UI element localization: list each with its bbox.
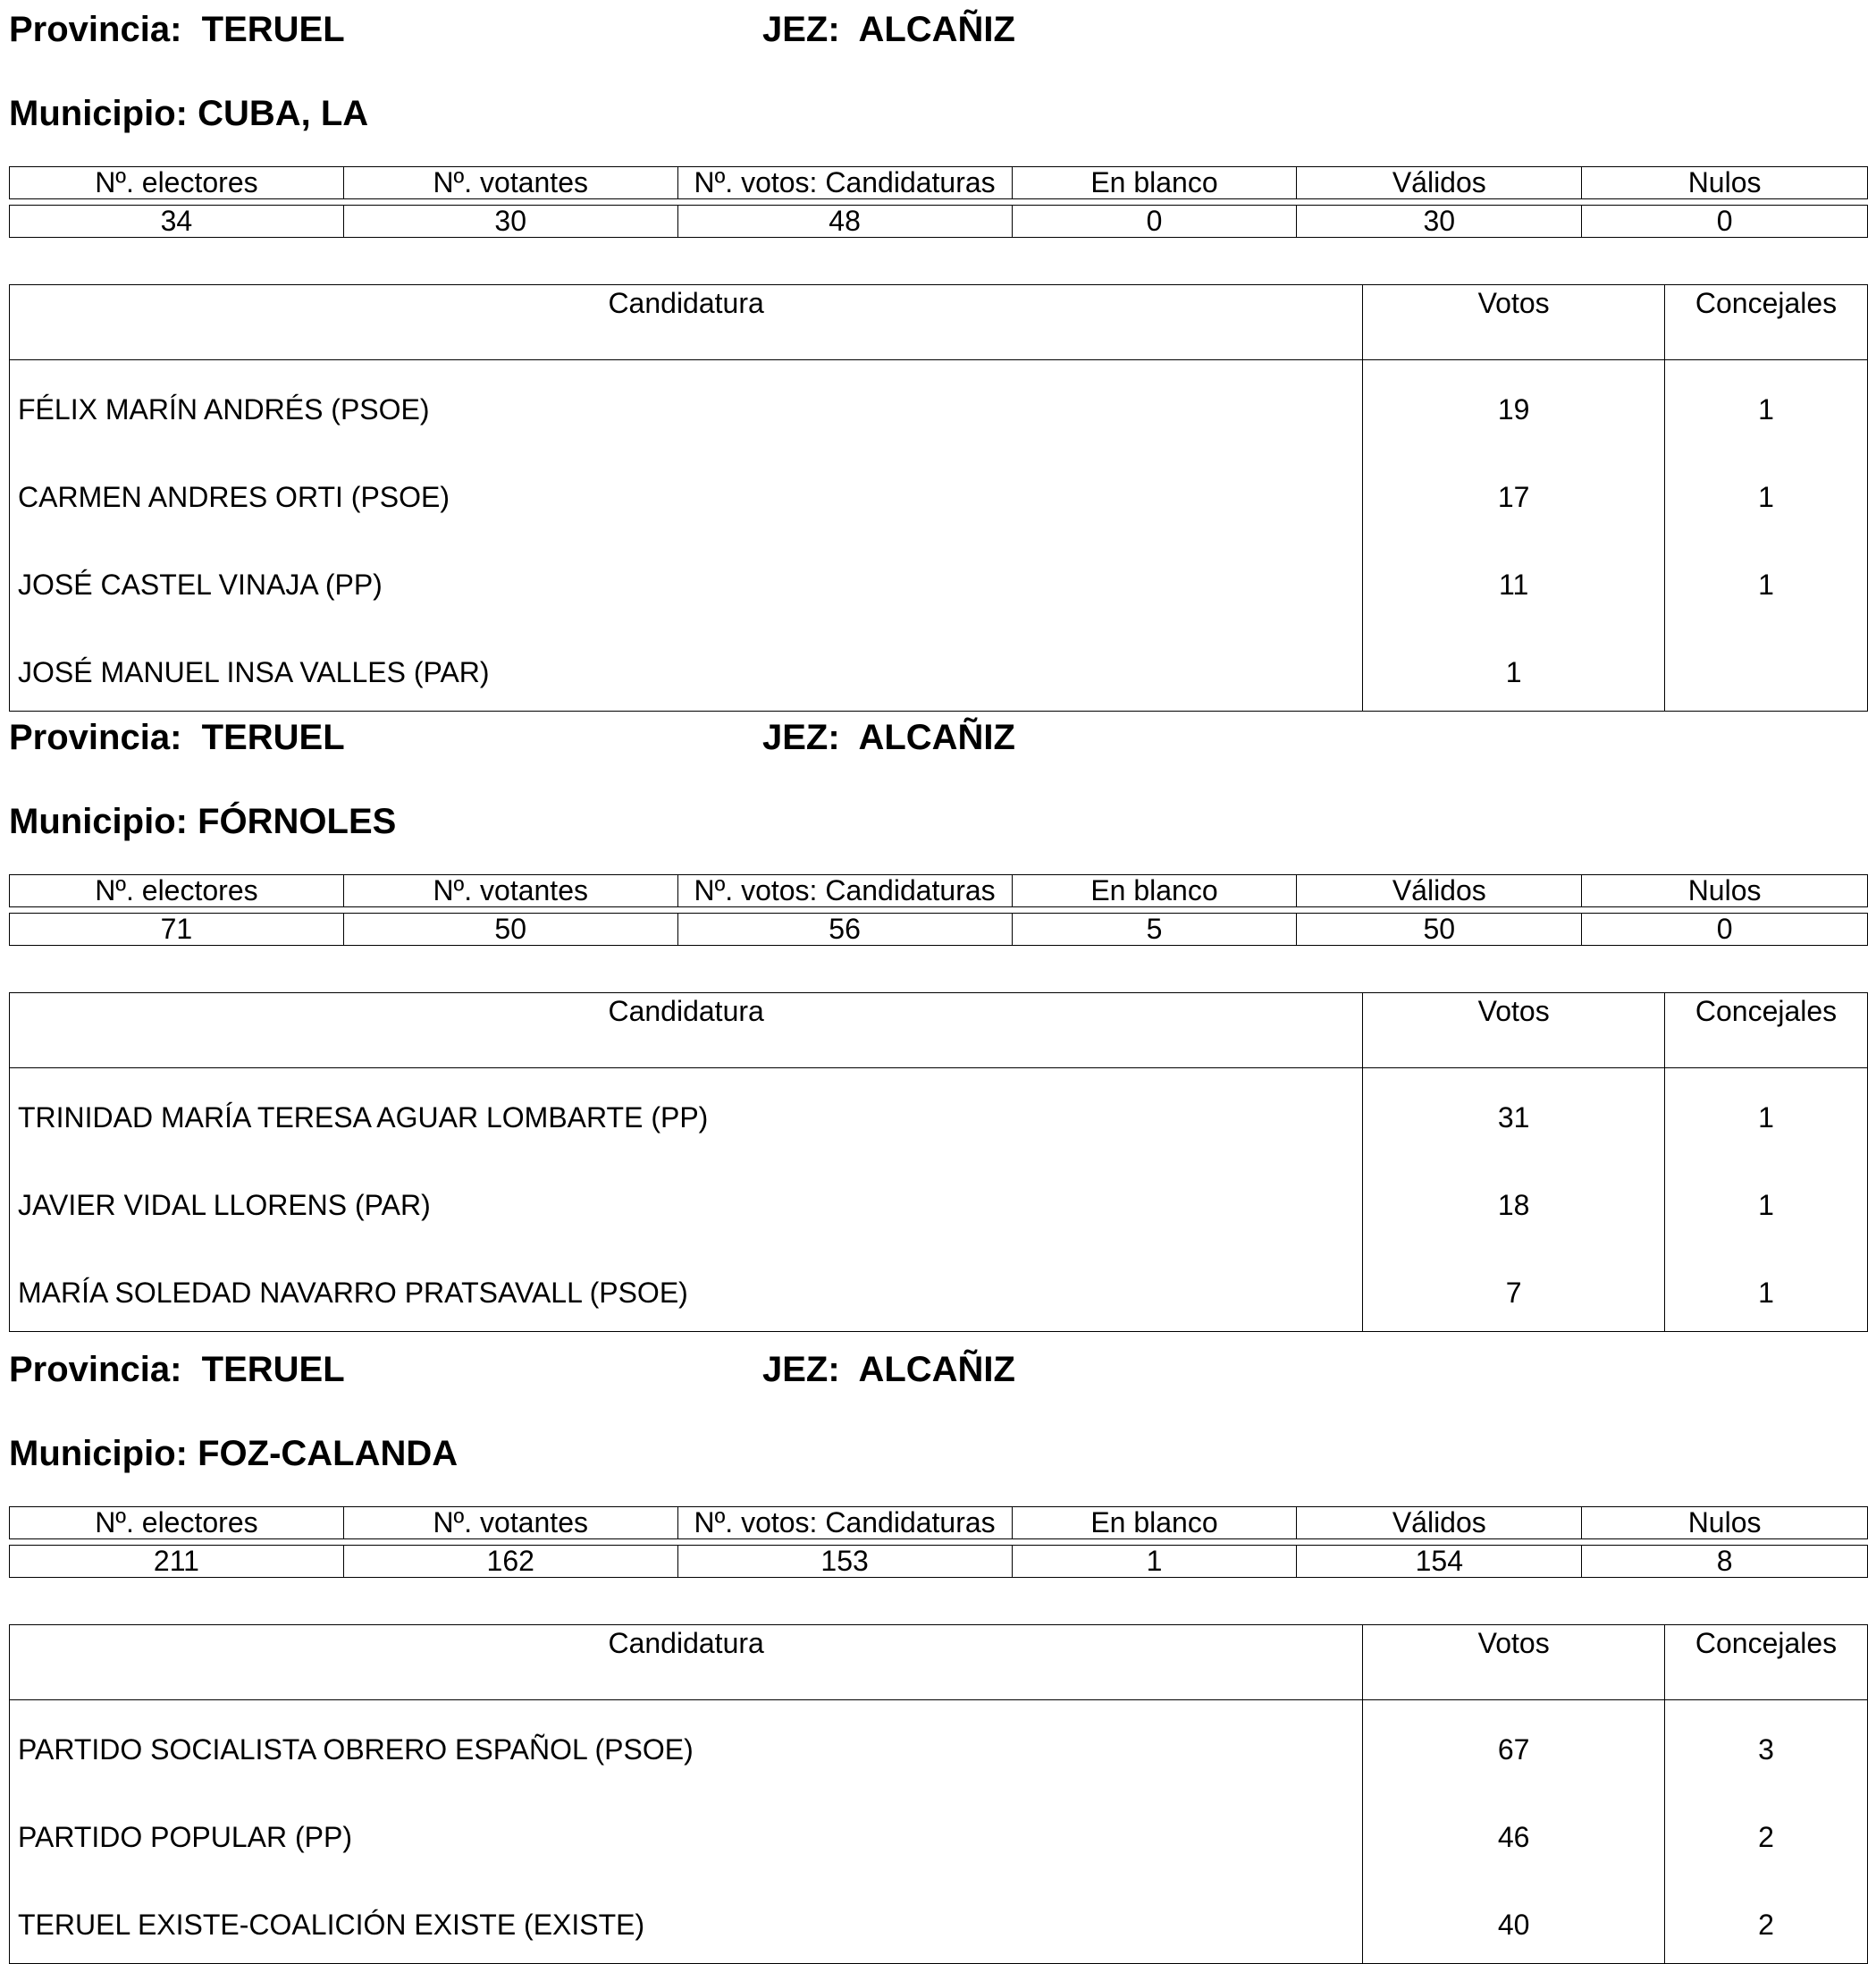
candidate-name: TRINIDAD MARÍA TERESA AGUAR LOMBARTE (PP) [10,1068,1363,1157]
stats-value-row [10,914,1868,946]
jez-value: ALCAÑIZ [858,718,1015,757]
stats-header-cell: Nº. electores [10,1507,344,1539]
provincia-label: Provincia: [9,718,182,757]
candidates-header-cell: Concejales [1665,993,1868,1068]
stats-header-cell: En blanco [1012,1507,1297,1539]
provincia-line [9,715,1015,760]
candidate-concejales [1665,623,1868,712]
stats-header-cell: Nulos [1582,875,1868,907]
candidate-votos: 7 [1363,1243,1665,1332]
jez-label: JEZ: [762,1350,840,1389]
candidate-concejales: 1 [1665,448,1868,535]
candidates-header-row [10,993,1868,1068]
stats-value-cell: 1 [1012,1546,1297,1578]
candidates-header-cell: Concejales [1665,1625,1868,1700]
stats-header-cell: Nº. votantes [343,1507,677,1539]
provincia-value: TERUEL [201,718,345,757]
stats-header-cell: Nº. votantes [343,875,677,907]
municipio-line [9,799,396,844]
stats-table [9,166,1868,238]
candidate-row [10,1700,1868,1789]
stats-value-cell: 162 [343,1546,677,1578]
provincia-label: Provincia: [9,1350,182,1389]
provincia-value: TERUEL [201,1350,345,1389]
candidates-table [9,284,1868,712]
stats-value-cell: 0 [1012,206,1297,238]
candidate-row [10,360,1868,449]
candidate-concejales: 3 [1665,1700,1868,1789]
candidate-votos: 19 [1363,360,1665,449]
stats-header-cell: Válidos [1297,875,1582,907]
candidate-votos: 46 [1363,1788,1665,1875]
candidate-row [10,1243,1868,1332]
candidates-header-cell: Concejales [1665,285,1868,360]
stats-value-cell: 34 [10,206,344,238]
stats-value-cell: 56 [677,914,1012,946]
candidate-concejales: 2 [1665,1875,1868,1964]
candidate-votos: 17 [1363,448,1665,535]
jez-line [762,715,1015,760]
stats-value-cell: 50 [1297,914,1582,946]
municipio-value: FÓRNOLES [198,802,397,841]
stats-header-cell: Válidos [1297,167,1582,199]
stats-value-cell: 0 [1582,914,1868,946]
candidate-name: PARTIDO SOCIALISTA OBRERO ESPAÑOL (PSOE) [10,1700,1363,1789]
candidate-name: JOSÉ MANUEL INSA VALLES (PAR) [10,623,1363,712]
stats-header-cell: Válidos [1297,1507,1582,1539]
stats-value-cell: 154 [1297,1546,1582,1578]
municipio-line [9,1431,458,1476]
stats-value-cell: 8 [1582,1546,1868,1578]
stats-header-cell: Nulos [1582,167,1868,199]
jez-line [762,7,1015,52]
provincia-label: Provincia: [9,10,182,49]
candidate-concejales: 1 [1665,1068,1868,1157]
stats-header-cell: Nº. votos: Candidaturas [677,1507,1012,1539]
stats-header-cell: En blanco [1012,167,1297,199]
candidate-row [10,1875,1868,1964]
jez-label: JEZ: [762,10,840,49]
candidates-header-cell: Candidatura [10,1625,1363,1700]
candidates-header-cell: Votos [1363,993,1665,1068]
candidate-name: JAVIER VIDAL LLORENS (PAR) [10,1156,1363,1243]
candidates-header-row [10,285,1868,360]
stats-value-cell: 48 [677,206,1012,238]
candidate-votos: 31 [1363,1068,1665,1157]
candidate-name: MARÍA SOLEDAD NAVARRO PRATSAVALL (PSOE) [10,1243,1363,1332]
stats-header-row [10,1507,1868,1539]
candidate-name: PARTIDO POPULAR (PP) [10,1788,1363,1875]
candidates-table [9,992,1868,1332]
stats-header-cell: Nulos [1582,1507,1868,1539]
stats-value-row [10,206,1868,238]
stats-value-cell: 211 [10,1546,344,1578]
candidates-table [9,1624,1868,1964]
candidate-votos: 67 [1363,1700,1665,1789]
municipio-line [9,91,368,136]
municipio-label: Municipio: [9,802,188,841]
candidate-name: FÉLIX MARÍN ANDRÉS (PSOE) [10,360,1363,449]
stats-header-cell: Nº. votos: Candidaturas [677,875,1012,907]
candidate-row [10,448,1868,535]
stats-header-cell: En blanco [1012,875,1297,907]
stats-header-row [10,167,1868,199]
candidate-name: TERUEL EXISTE-COALICIÓN EXISTE (EXISTE) [10,1875,1363,1964]
municipio-label: Municipio: [9,94,188,133]
stats-value-cell: 30 [343,206,677,238]
candidate-concejales: 1 [1665,1243,1868,1332]
stats-value-cell: 50 [343,914,677,946]
candidate-votos: 11 [1363,535,1665,623]
stats-value-cell: 71 [10,914,344,946]
candidate-row [10,623,1868,712]
candidates-header-cell: Candidatura [10,993,1363,1068]
candidate-votos: 1 [1363,623,1665,712]
jez-value: ALCAÑIZ [858,1350,1015,1389]
candidate-concejales: 1 [1665,535,1868,623]
candidate-concejales: 1 [1665,360,1868,449]
municipio-value: FOZ-CALANDA [198,1434,458,1473]
candidate-row [10,535,1868,623]
jez-value: ALCAÑIZ [858,10,1015,49]
stats-value-cell: 153 [677,1546,1012,1578]
stats-table [9,1506,1868,1578]
stats-value-cell: 5 [1012,914,1297,946]
stats-header-cell: Nº. electores [10,167,344,199]
candidate-votos: 18 [1363,1156,1665,1243]
candidates-header-row [10,1625,1868,1700]
stats-header-cell: Nº. votantes [343,167,677,199]
candidate-row [10,1788,1868,1875]
municipio-value: CUBA, LA [198,94,369,133]
candidates-header-cell: Candidatura [10,285,1363,360]
jez-label: JEZ: [762,718,840,757]
stats-value-cell: 30 [1297,206,1582,238]
candidates-header-cell: Votos [1363,285,1665,360]
municipio-label: Municipio: [9,1434,188,1473]
candidate-votos: 40 [1363,1875,1665,1964]
provincia-line [9,1347,1015,1392]
stats-header-cell: Nº. votos: Candidaturas [677,167,1012,199]
candidate-row [10,1068,1868,1157]
candidates-header-cell: Votos [1363,1625,1665,1700]
candidate-concejales: 1 [1665,1156,1868,1243]
provincia-value: TERUEL [201,10,345,49]
candidate-name: CARMEN ANDRES ORTI (PSOE) [10,448,1363,535]
stats-header-cell: Nº. electores [10,875,344,907]
stats-header-row [10,875,1868,907]
candidate-concejales: 2 [1665,1788,1868,1875]
provincia-line [9,7,1015,52]
stats-value-row [10,1546,1868,1578]
stats-value-cell: 0 [1582,206,1868,238]
stats-table [9,874,1868,946]
candidate-row [10,1156,1868,1243]
candidate-name: JOSÉ CASTEL VINAJA (PP) [10,535,1363,623]
jez-line [762,1347,1015,1392]
